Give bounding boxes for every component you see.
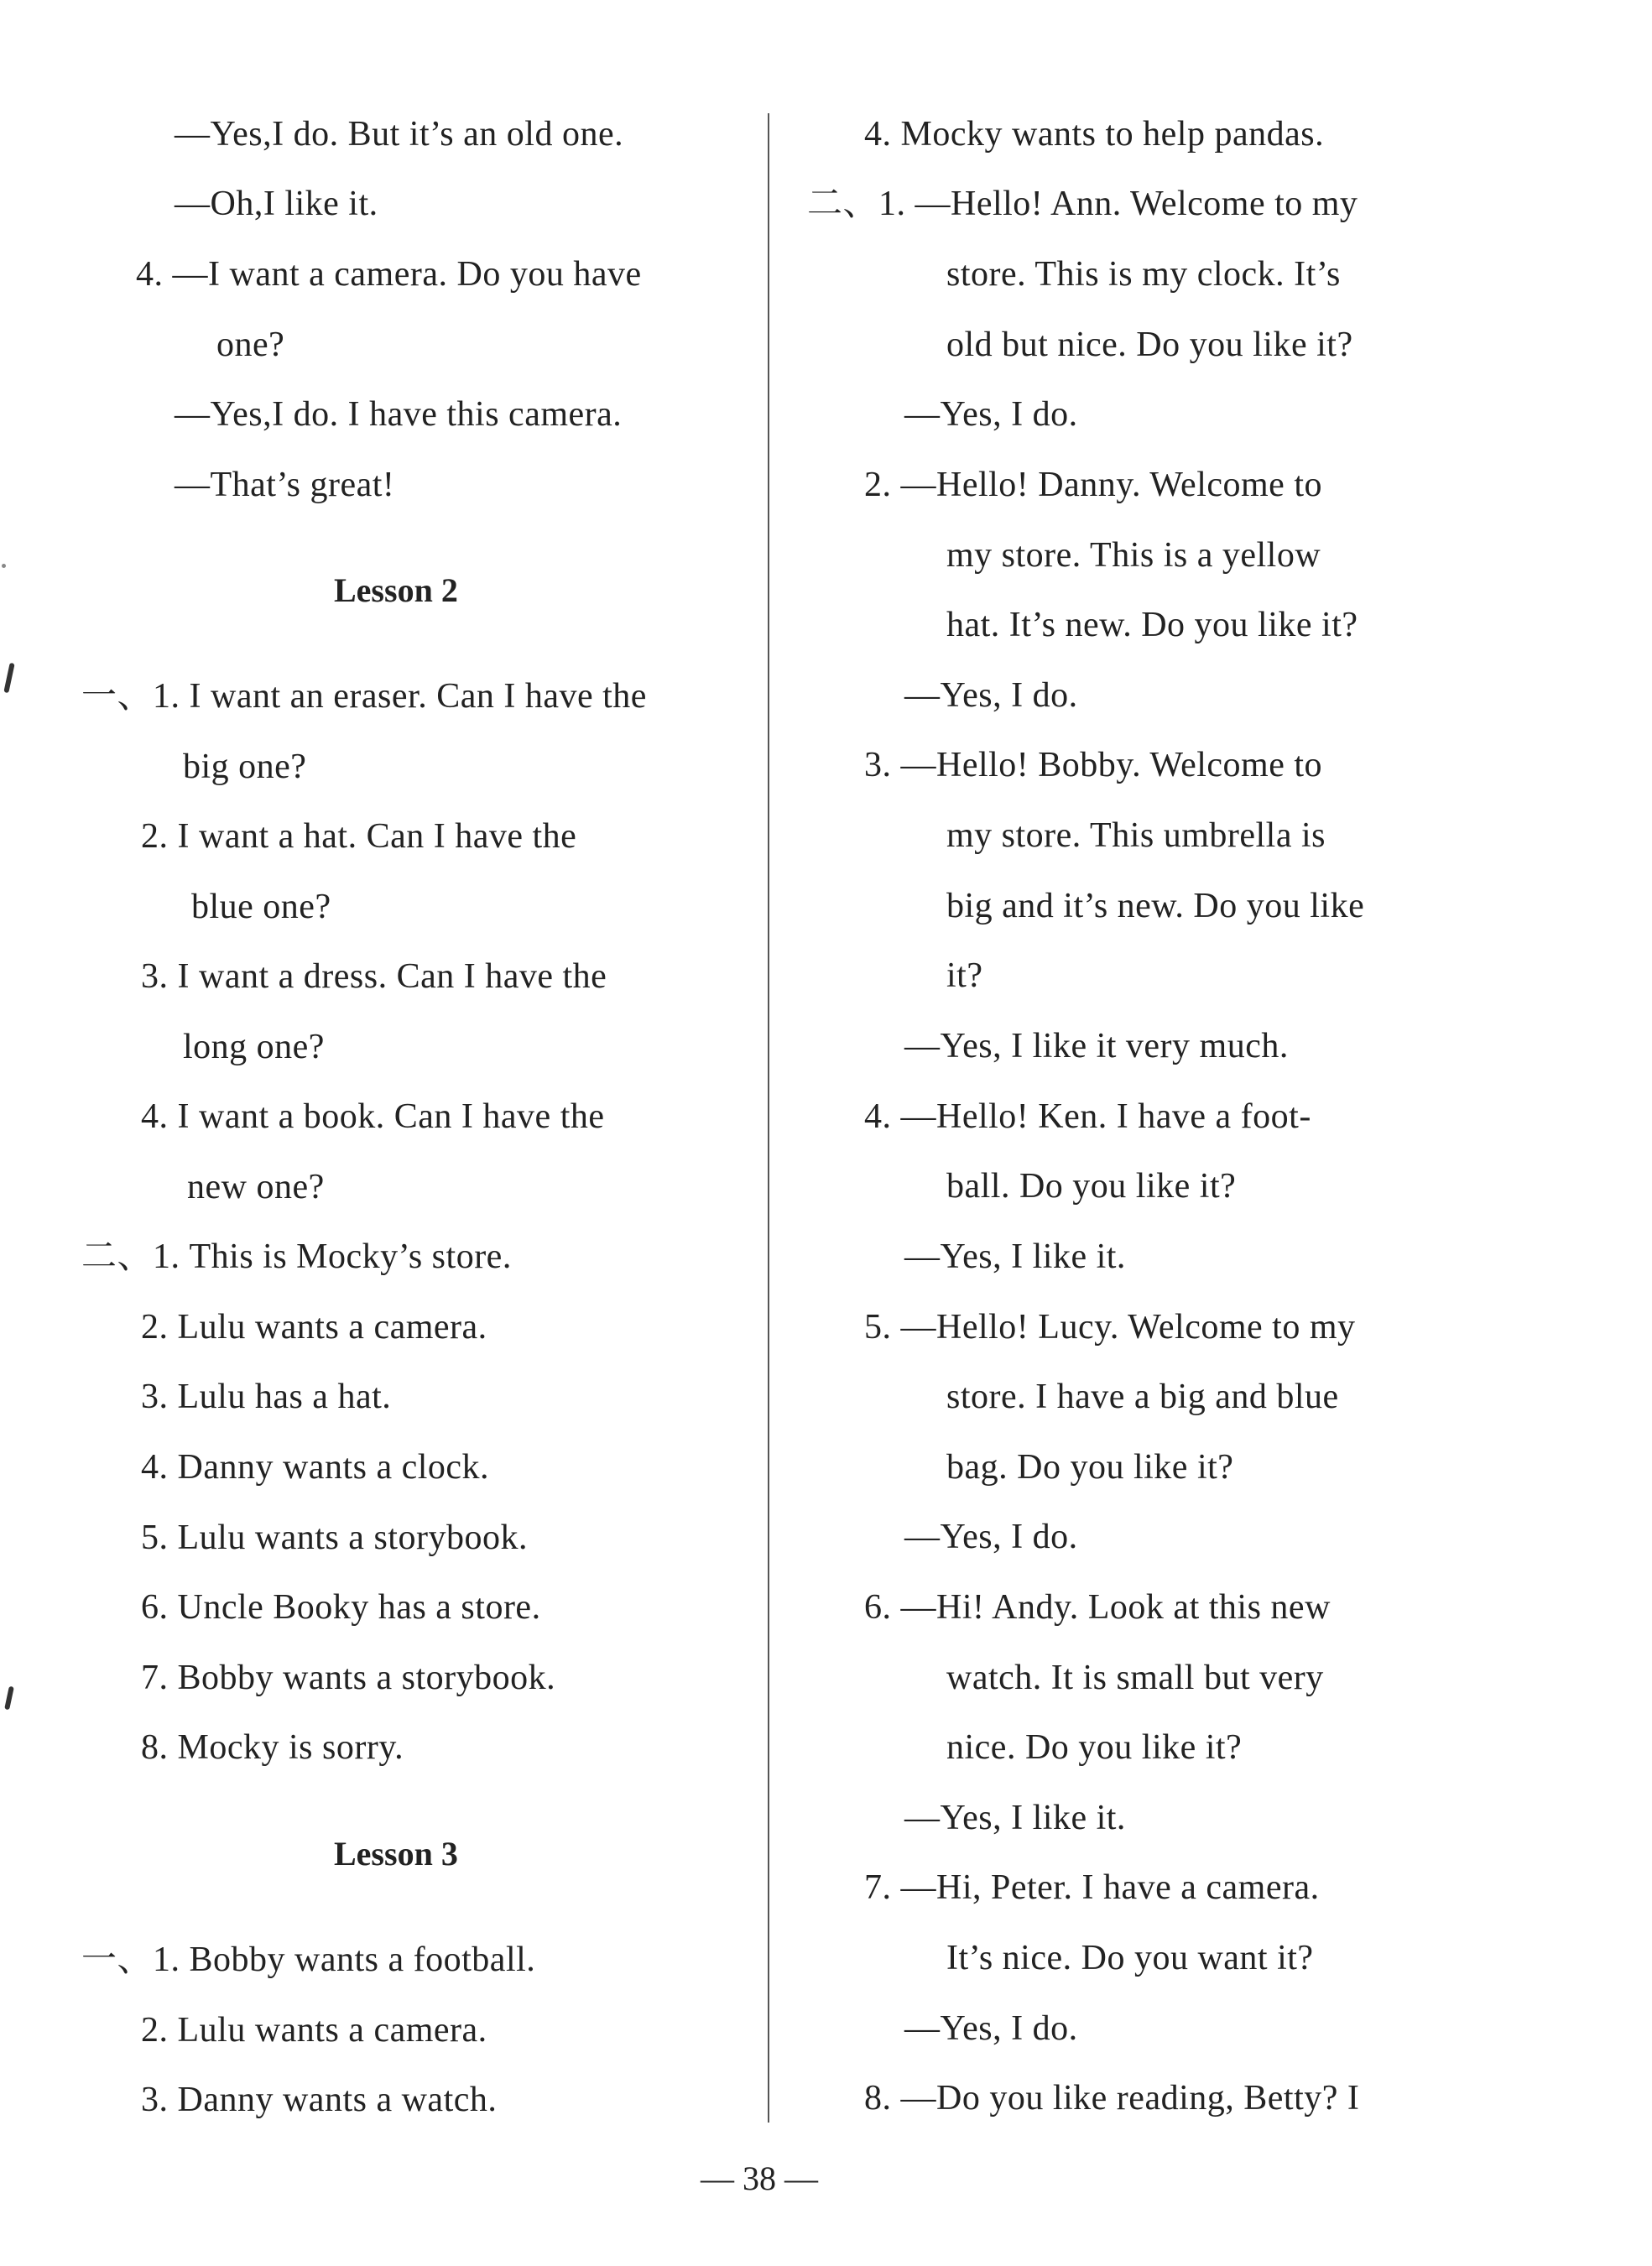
- scan-mark: [3, 663, 14, 693]
- text-line: It’s nice. Do you want it?: [946, 1939, 1314, 1977]
- text-line: 7. —Hi, Peter. I have a camera.: [864, 1868, 1320, 1907]
- column-divider: [768, 113, 769, 2123]
- text-line: old but nice. Do you like it?: [946, 326, 1353, 364]
- text-line: 8. —Do you like reading, Betty? I: [864, 2079, 1360, 2118]
- text-line: 2. I want a hat. Can I have the: [141, 817, 577, 856]
- text-line: 5. Lulu wants a storybook.: [141, 1518, 528, 1557]
- text-line: 3. Lulu has a hat.: [141, 1378, 392, 1416]
- text-line: 3. I want a dress. Can I have the: [141, 957, 607, 996]
- text-line: big one?: [183, 748, 307, 786]
- text-line: —Yes, I like it.: [904, 1799, 1126, 1837]
- text-line: —Yes, I like it.: [904, 1237, 1126, 1276]
- section-heading: Lesson 3: [334, 1835, 458, 1873]
- text-line: 3. Danny wants a watch.: [141, 2081, 498, 2119]
- text-line: 4. —I want a camera. Do you have: [136, 255, 642, 294]
- text-line: 2. —Hello! Danny. Welcome to: [864, 466, 1322, 504]
- text-line: new one?: [187, 1168, 325, 1206]
- text-line: my store. This is a yellow: [946, 536, 1321, 575]
- text-line: long one?: [183, 1028, 325, 1066]
- text-line: 8. Mocky is sorry.: [141, 1728, 404, 1767]
- text-line: hat. It’s new. Do you like it?: [946, 606, 1358, 644]
- text-line: one?: [216, 326, 285, 364]
- text-line: ball. Do you like it?: [946, 1167, 1237, 1206]
- text-line: it?: [946, 956, 983, 995]
- text-line: —Yes, I do.: [904, 1518, 1078, 1556]
- page-number: — 38 —: [701, 2159, 818, 2197]
- scan-dot: [2, 564, 6, 568]
- text-line: 6. Uncle Booky has a store.: [141, 1588, 541, 1627]
- text-line: 4. —Hello! Ken. I have a foot-: [864, 1097, 1311, 1136]
- text-line: 二、1. —Hello! Ann. Welcome to my: [807, 185, 1358, 223]
- text-line: bag. Do you like it?: [946, 1448, 1234, 1487]
- text-line: 6. —Hi! Andy. Look at this new: [864, 1588, 1331, 1627]
- text-line: blue one?: [191, 888, 331, 926]
- text-line: —Yes, I do.: [904, 2009, 1078, 2048]
- section-heading: Lesson 2: [334, 571, 458, 609]
- text-line: —Yes,I do. I have this camera.: [175, 395, 623, 434]
- text-line: 5. —Hello! Lucy. Welcome to my: [864, 1308, 1356, 1347]
- scan-mark: [4, 1686, 14, 1711]
- text-line: —Oh,I like it.: [175, 185, 378, 223]
- text-line: —That’s great!: [175, 466, 395, 504]
- text-line: 4. I want a book. Can I have the: [141, 1097, 605, 1136]
- text-line: my store. This umbrella is: [946, 816, 1326, 855]
- text-line: nice. Do you like it?: [946, 1728, 1243, 1767]
- text-line: store. I have a big and blue: [946, 1378, 1339, 1416]
- text-line: —Yes,I do. But it’s an old one.: [175, 115, 624, 154]
- text-line: 4. Mocky wants to help pandas.: [864, 115, 1325, 154]
- text-line: 3. —Hello! Bobby. Welcome to: [864, 746, 1323, 784]
- text-line: 二、1. This is Mocky’s store.: [81, 1237, 512, 1276]
- text-line: 2. Lulu wants a camera.: [141, 2011, 487, 2050]
- text-line: —Yes, I like it very much.: [904, 1027, 1289, 1065]
- text-line: 4. Danny wants a clock.: [141, 1448, 490, 1487]
- text-line: 一、1. I want an eraser. Can I have the: [81, 677, 647, 716]
- text-line: big and it’s new. Do you like: [946, 887, 1365, 925]
- text-line: 2. Lulu wants a camera.: [141, 1308, 487, 1347]
- text-line: 7. Bobby wants a storybook.: [141, 1659, 556, 1697]
- text-line: 一、1. Bobby wants a football.: [81, 1940, 536, 1979]
- text-line: watch. It is small but very: [946, 1659, 1324, 1697]
- text-line: —Yes, I do.: [904, 395, 1078, 434]
- text-line: —Yes, I do.: [904, 676, 1078, 715]
- text-line: store. This is my clock. It’s: [946, 255, 1341, 294]
